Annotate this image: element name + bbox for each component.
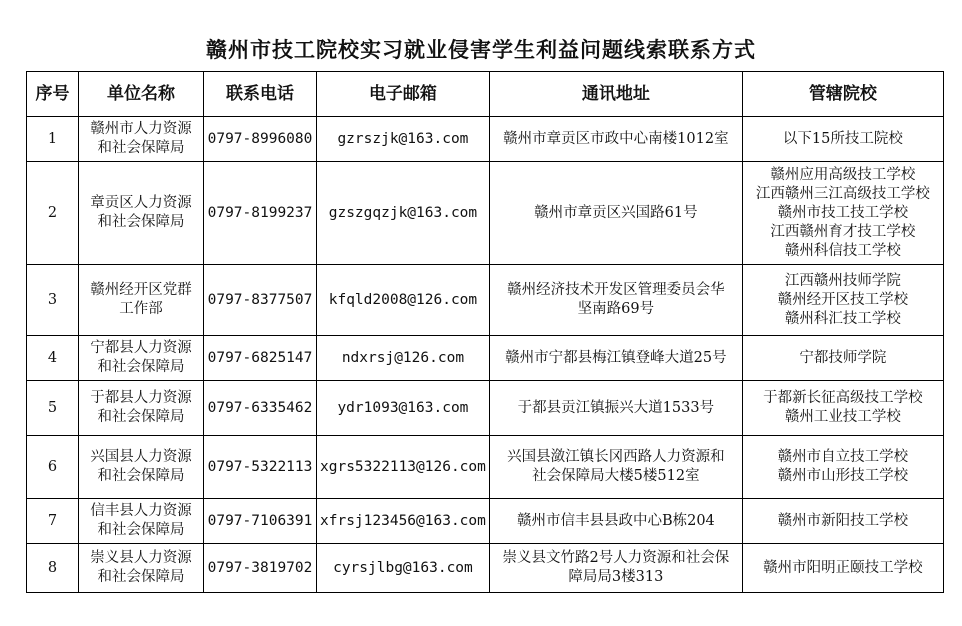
header-address: 通讯地址 — [489, 72, 742, 117]
unit-name — [79, 162, 204, 265]
schools-list — [742, 265, 943, 336]
unit-line: 和社会保障局 — [97, 522, 185, 538]
unit-line: 信丰县人力资源 — [90, 503, 192, 519]
email-address: xfrsj123456@163.com — [317, 499, 490, 544]
schools-list — [742, 381, 943, 436]
schools-list — [742, 544, 943, 593]
schools-line: 赣州市自立技工学校 — [777, 449, 909, 465]
address-line: 赣州经济技术开发区管理委员会华 — [507, 282, 725, 298]
unit-name — [79, 381, 204, 436]
address-line: 赣州市信丰县县政中心B栋204 — [516, 512, 715, 529]
schools-line: 江西赣州技师学院 — [784, 272, 901, 289]
phone-number: 0797-7106391 — [204, 499, 317, 544]
unit-line: 和社会保障局 — [97, 569, 185, 585]
mailing-address — [489, 436, 742, 499]
unit-name — [79, 436, 204, 499]
schools-line: 于都新长征高级技工学校 — [763, 390, 923, 406]
schools-list — [742, 499, 943, 544]
table-row — [27, 436, 944, 499]
unit-line: 和社会保障局 — [97, 359, 185, 375]
header-no: 序号 — [27, 72, 79, 117]
schools-line: 赣州科信技工学校 — [784, 242, 901, 259]
email-address: xgrs5322113@126.com — [317, 436, 490, 499]
schools-line: 赣州应用高级技工学校 — [770, 166, 916, 183]
email-address: gzrszjk@163.com — [317, 117, 490, 162]
schools-line: 江西赣州育才技工学校 — [770, 223, 916, 240]
unit-name — [79, 544, 204, 593]
table-row — [27, 336, 944, 381]
address-line: 社会保障局大楼5楼512室 — [532, 468, 700, 484]
table-row — [27, 499, 944, 544]
schools-list — [742, 162, 943, 265]
row-number: 4 — [27, 336, 79, 381]
schools-list — [742, 117, 943, 162]
address-line: 兴国县潋江镇长冈西路人力资源和 — [507, 449, 725, 465]
unit-line: 和社会保障局 — [97, 409, 185, 425]
unit-name — [79, 499, 204, 544]
page-title: 赣州市技工院校实习就业侵害学生利益问题线索联系方式 — [206, 38, 756, 62]
schools-line: 赣州市新阳技工学校 — [777, 512, 909, 529]
table-row — [27, 162, 944, 265]
mailing-address — [489, 499, 742, 544]
unit-line: 和社会保障局 — [97, 140, 185, 156]
unit-line: 和社会保障局 — [97, 468, 185, 484]
unit-line: 兴国县人力资源 — [90, 449, 192, 465]
unit-line: 赣州经开区党群 — [90, 282, 192, 298]
schools-line: 赣州经开区技工学校 — [777, 291, 909, 308]
address-line: 坚南路69号 — [577, 301, 655, 317]
email-address: ydr1093@163.com — [317, 381, 490, 436]
phone-number: 0797-8377507 — [204, 265, 317, 336]
phone-number: 0797-6825147 — [204, 336, 317, 381]
address-line: 崇义县文竹路2号人力资源和社会保 — [502, 550, 730, 566]
unit-line: 崇义县人力资源 — [90, 550, 192, 566]
header-unit: 单位名称 — [79, 72, 204, 117]
schools-line: 宁都技师学院 — [799, 349, 887, 366]
row-number: 1 — [27, 117, 79, 162]
phone-number: 0797-8199237 — [204, 162, 317, 265]
schools-line: 赣州市技工技工学校 — [777, 204, 909, 221]
schools-line: 赣州市山形技工学校 — [777, 468, 909, 484]
schools-list — [742, 336, 943, 381]
phone-number: 0797-3819702 — [204, 544, 317, 593]
email-address: ndxrsj@126.com — [317, 336, 490, 381]
row-number: 5 — [27, 381, 79, 436]
unit-name — [79, 336, 204, 381]
table-header-row — [27, 72, 944, 117]
unit-name — [79, 265, 204, 336]
table-row — [27, 544, 944, 593]
email-address: kfqld2008@126.com — [317, 265, 490, 336]
unit-line: 赣州市人力资源 — [90, 121, 192, 137]
phone-number: 0797-5322113 — [204, 436, 317, 499]
email-address: cyrsjlbg@163.com — [317, 544, 490, 593]
unit-name — [79, 117, 204, 162]
header-schools: 管辖院校 — [742, 72, 943, 117]
table-row — [27, 265, 944, 336]
unit-line: 章贡区人力资源 — [90, 195, 192, 211]
contacts-table — [26, 71, 944, 593]
unit-line: 和社会保障局 — [97, 214, 185, 230]
unit-line: 工作部 — [119, 301, 163, 317]
mailing-address — [489, 117, 742, 162]
address-line: 障局局3楼313 — [568, 569, 664, 585]
row-number: 2 — [27, 162, 79, 265]
row-number: 6 — [27, 436, 79, 499]
row-number: 3 — [27, 265, 79, 336]
row-number: 7 — [27, 499, 79, 544]
row-number: 8 — [27, 544, 79, 593]
table-row — [27, 117, 944, 162]
schools-list — [742, 436, 943, 499]
mailing-address — [489, 265, 742, 336]
header-email: 电子邮箱 — [317, 72, 490, 117]
address-line: 赣州市章贡区兴国路61号 — [534, 204, 698, 221]
schools-line: 赣州市阳明正颐技工学校 — [763, 559, 923, 576]
mailing-address — [489, 162, 742, 265]
header-phone: 联系电话 — [204, 72, 317, 117]
schools-line: 以下15所技工院校 — [782, 130, 903, 147]
schools-line: 赣州工业技工学校 — [784, 409, 901, 425]
email-address: gzszgqzjk@163.com — [317, 162, 490, 265]
address-line: 赣州市章贡区市政中心南楼1012室 — [503, 130, 729, 147]
table-row — [27, 381, 944, 436]
mailing-address — [489, 381, 742, 436]
mailing-address — [489, 544, 742, 593]
phone-number: 0797-6335462 — [204, 381, 317, 436]
schools-line: 赣州科汇技工学校 — [784, 310, 901, 327]
address-line: 于都县贡江镇振兴大道1533号 — [517, 399, 715, 416]
unit-line: 于都县人力资源 — [90, 390, 192, 406]
unit-line: 宁都县人力资源 — [90, 340, 192, 356]
schools-line: 江西赣州三江高级技工学校 — [755, 185, 930, 202]
mailing-address — [489, 336, 742, 381]
address-line: 赣州市宁都县梅江镇登峰大道25号 — [505, 349, 727, 366]
phone-number: 0797-8996080 — [204, 117, 317, 162]
